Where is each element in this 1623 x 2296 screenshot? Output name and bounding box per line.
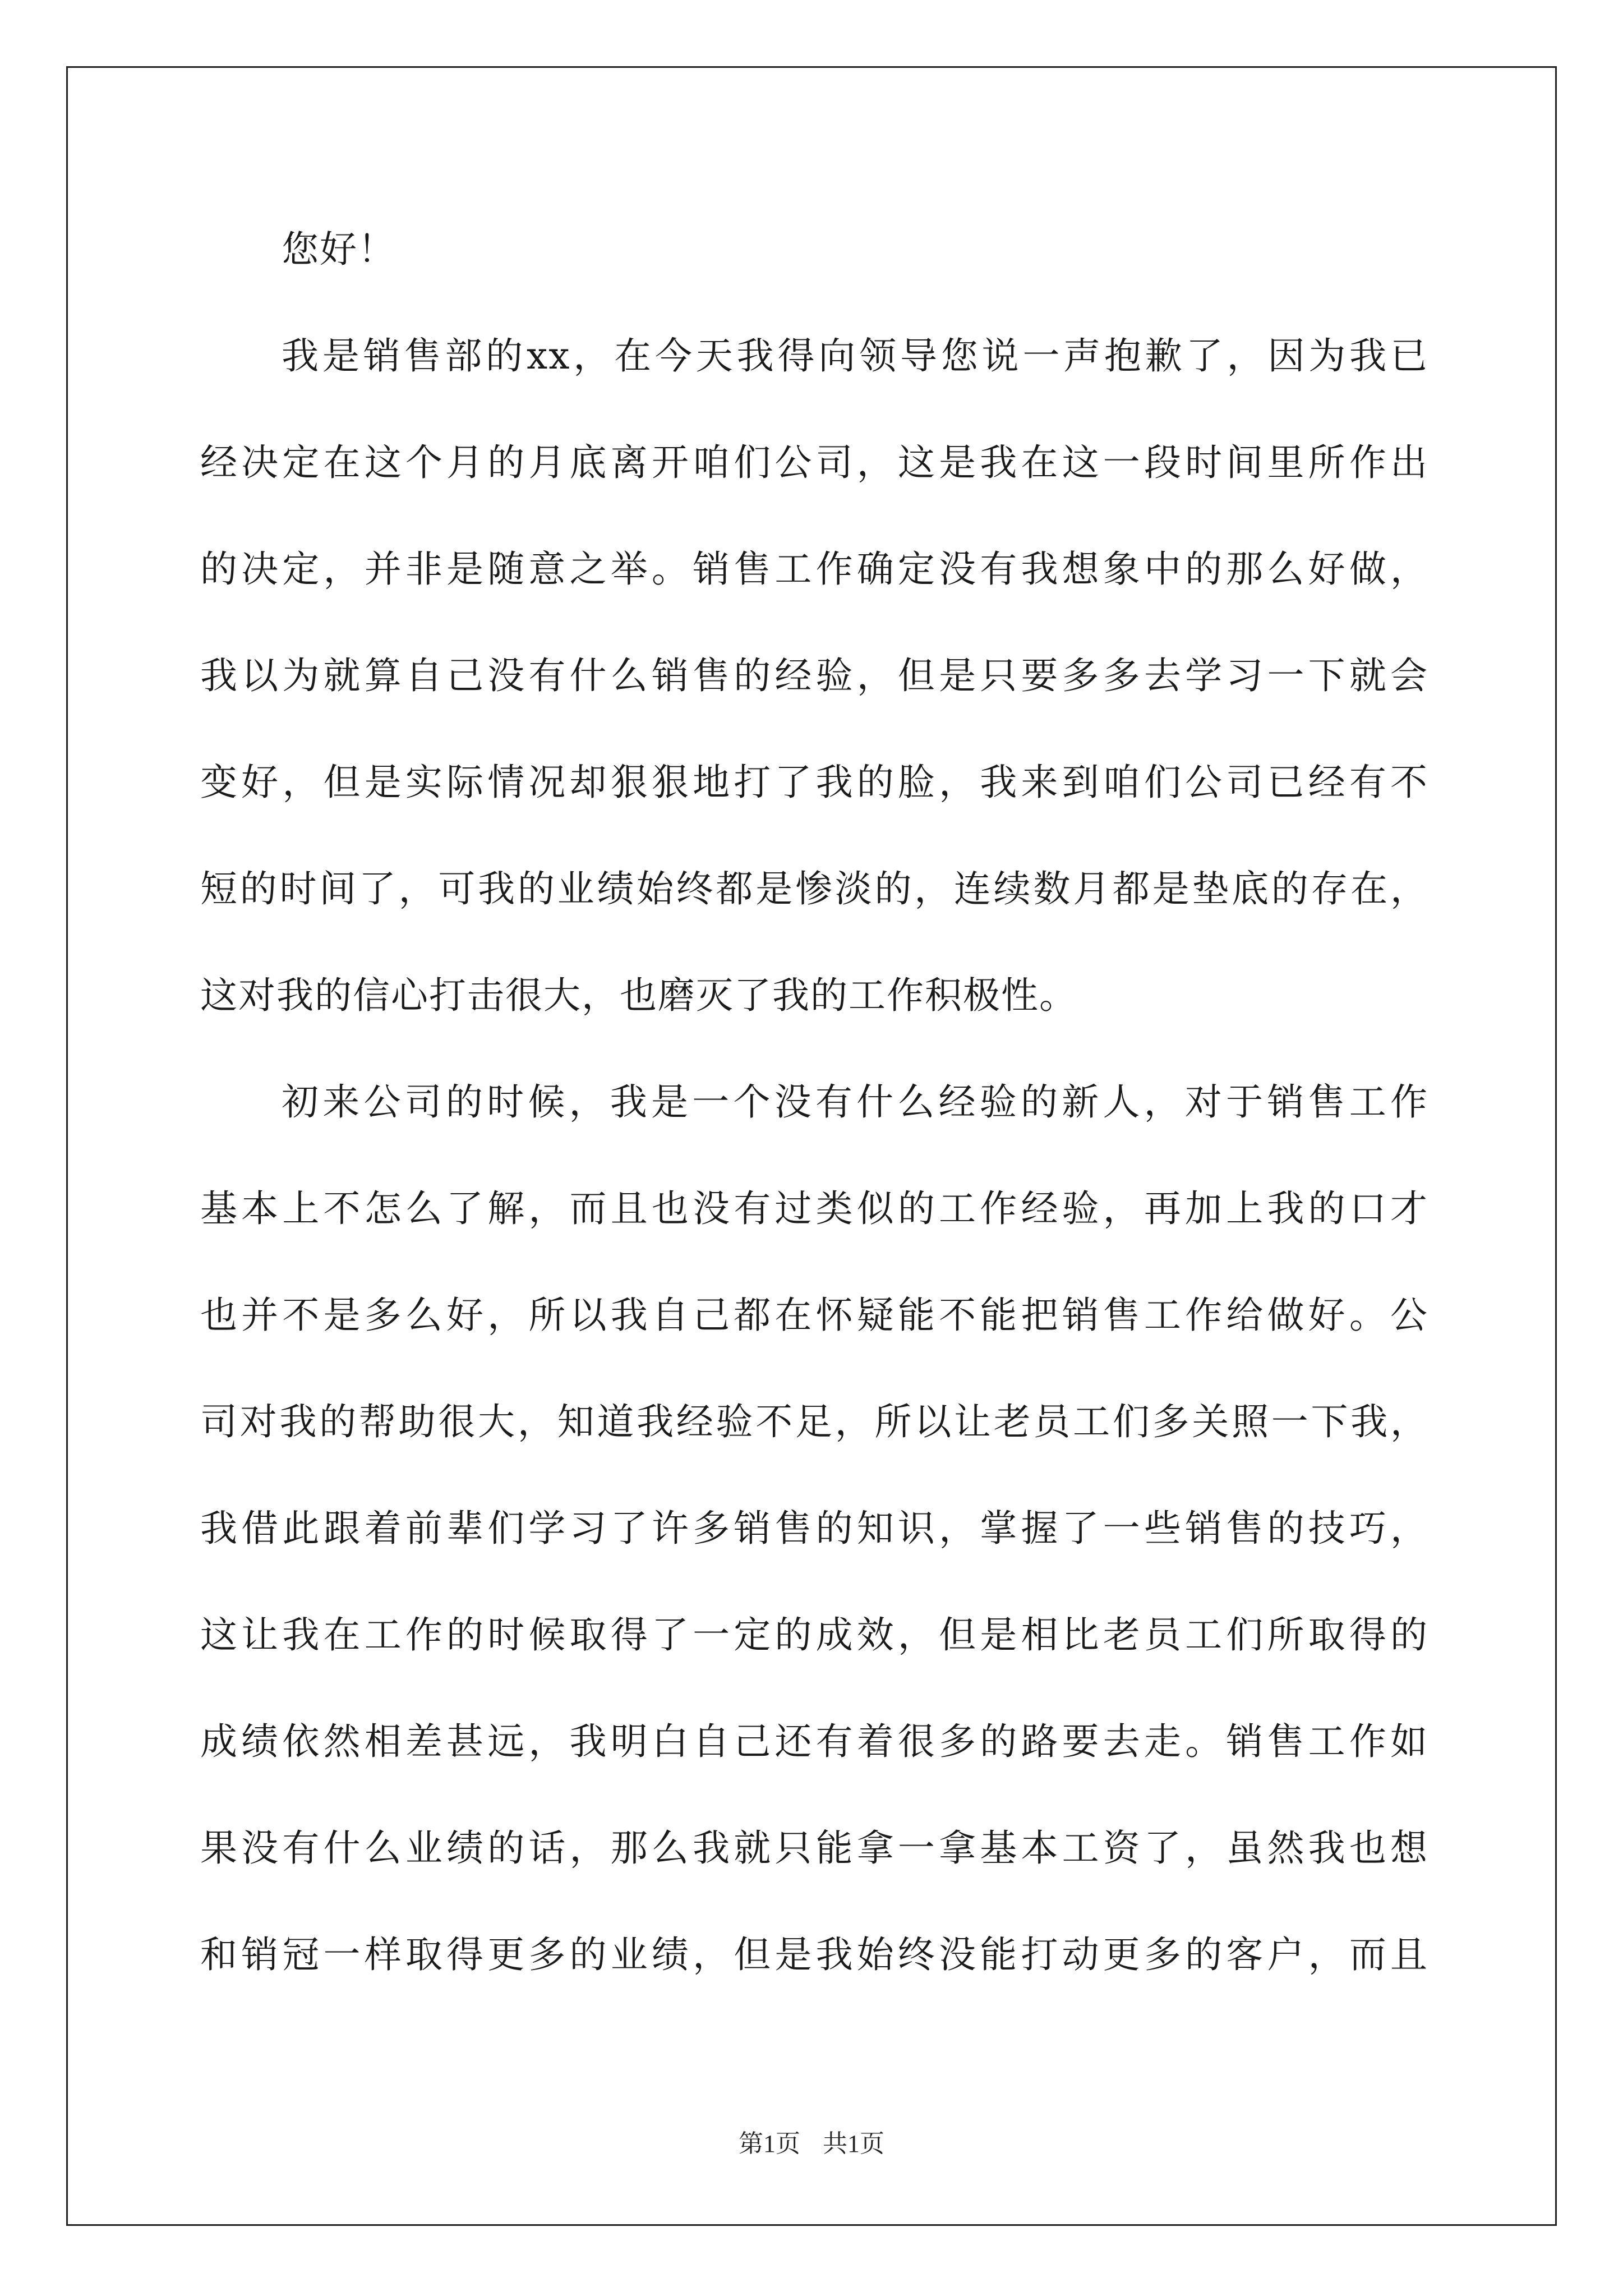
paragraph-2-line-5: 我借此跟着前辈们学习了许多销售的知识，掌握了一些销售的技巧， xyxy=(200,1507,1428,1550)
paragraph-1-line-2: 经决定在这个月的月底离开咱们公司，这是我在这一段时间里所作出 xyxy=(200,441,1428,484)
paragraph-1-line-6: 短的时间了，可我的业绩始终都是惨淡的，连续数月都是垫底的存在， xyxy=(200,867,1428,910)
page-footer xyxy=(0,2127,1623,2161)
greeting: 您好！ xyxy=(282,228,396,271)
paragraph-2-line-8: 果没有什么业绩的话，那么我就只能拿一拿基本工资了，虽然我也想 xyxy=(200,1826,1428,1870)
paragraph-1-line-3: 的决定，并非是随意之举。销售工作确定没有我想象中的那么好做， xyxy=(200,547,1428,591)
paragraph-2-line-2: 基本上不怎么了解，而且也没有过类似的工作经验，再加上我的口才 xyxy=(200,1187,1428,1230)
paragraph-2-line-1: 初来公司的时候，我是一个没有什么经验的新人，对于销售工作 xyxy=(282,1080,1428,1124)
paragraph-2-line-6: 这让我在工作的时候取得了一定的成效，但是相比老员工们所取得的 xyxy=(200,1613,1428,1657)
paragraph-1-line-5: 变好，但是实际情况却狠狠地打了我的脸，我来到咱们公司已经有不 xyxy=(200,761,1428,804)
paragraph-1-line-7: 这对我的信心打击很大，也磨灭了我的工作积极性。 xyxy=(200,974,1077,1017)
paragraph-1-line-4: 我以为就算自己没有什么销售的经验，但是只要多多去学习一下就会 xyxy=(200,654,1428,697)
page-number-total: 共1页 xyxy=(823,2130,884,2157)
paragraph-2-line-4: 司对我的帮助很大，知道我经验不足，所以让老员工们多关照一下我， xyxy=(200,1400,1428,1443)
paragraph-1-line-1: 我是销售部的xx，在今天我得向领导您说一声抱歉了，因为我已 xyxy=(282,334,1428,378)
page-border xyxy=(66,66,1557,2226)
paragraph-2-line-7: 成绩依然相差甚远，我明白自己还有着很多的路要去走。销售工作如 xyxy=(200,1720,1428,1763)
paragraph-2-line-9: 和销冠一样取得更多的业绩，但是我始终没能打动更多的客户，而且 xyxy=(200,1933,1428,1976)
page-number-current: 第1页 xyxy=(739,2130,800,2157)
paragraph-2-line-3: 也并不是多么好，所以我自己都在怀疑能不能把销售工作给做好。公 xyxy=(200,1294,1428,1337)
